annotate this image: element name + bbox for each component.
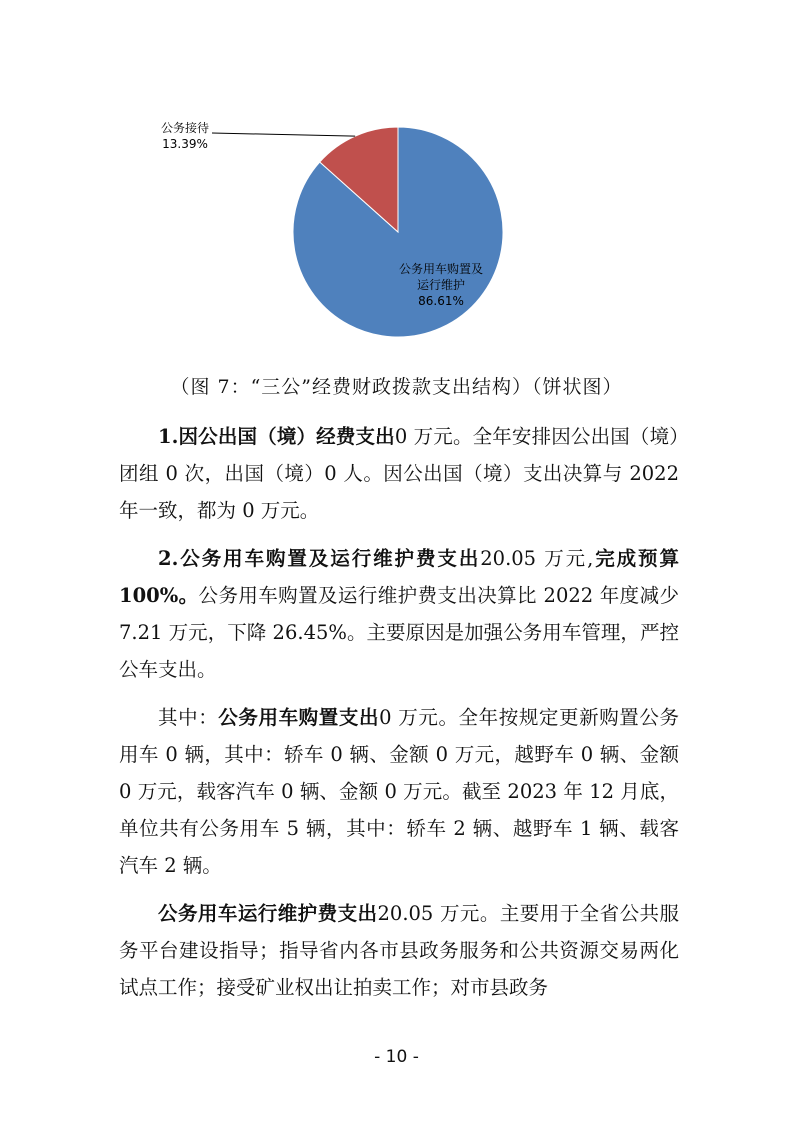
slice-percent-vehicle: 86.61% — [418, 294, 464, 308]
paragraph-overseas-expense — [119, 418, 679, 529]
heading-vehicle-expense: 2.公务用车购置及运行维护费支出 — [158, 547, 481, 570]
pie-chart — [0, 0, 793, 350]
body-vehicle-expense: 公务用车购置及运行维护费支出决算比 2022 年度减少 7.21 万元，下降 26.45%。主要原因是加强公务用车管理，严控公车支出。 — [119, 584, 679, 681]
heading-vehicle-maintenance: 公务用车运行维护费支出 — [158, 902, 378, 925]
prefix-vehicle-purchase: 其中： — [158, 706, 219, 729]
budget-completion: 完成预算 100%。 — [119, 547, 679, 607]
slice-label-vehicle-line2: 运行维护 — [416, 278, 466, 292]
slice-label-vehicle-line1: 公务用车购置及 — [398, 262, 484, 276]
body-overseas-expense: 0 万元。全年安排因公出国（境）团组 0 次，出国（境）0 人。因公出国（境）支出决算与 2022 年一致，都为 0 万元。 — [119, 425, 680, 522]
paragraph-vehicle-expense — [119, 540, 679, 688]
figure-caption: （图 7：“三公”经费财政拨款支出结构）（饼状图） — [170, 376, 623, 398]
leader-line-reception — [212, 133, 355, 136]
heading-overseas-expense: 1.因公出国（境）经费支出 — [158, 425, 395, 448]
body-vehicle-purchase: 0 万元。全年按规定更新购置公务用车 0 辆，其中：轿车 0 辆、金额 0 万元，越野车 0 辆、金额 0 万元，载客汽车 0 辆、金额 0 万元。截至 2023 年 12 月底，单位共有公务用车 5 辆，其中：轿车 2 辆、越野车 1 辆、载客汽车 2 辆。 — [119, 706, 679, 877]
slice-percent-reception: 13.39% — [162, 137, 208, 151]
amount-vehicle-expense: 20.05 万元, — [480, 547, 594, 570]
paragraph-vehicle-purchase — [119, 699, 679, 884]
heading-vehicle-purchase: 公务用车购置支出 — [218, 706, 380, 729]
page-number: - 10 - — [374, 1047, 419, 1067]
paragraph-vehicle-maintenance — [119, 895, 679, 1006]
slice-label-reception: 公务接待 — [160, 121, 210, 135]
body-vehicle-maintenance: 20.05 万元。主要用于全省公共服务平台建设指导；指导省内各市县政务服务和公共资源交易两化试点工作；接受矿业权出让拍卖工作；对市县政务 — [119, 902, 679, 999]
